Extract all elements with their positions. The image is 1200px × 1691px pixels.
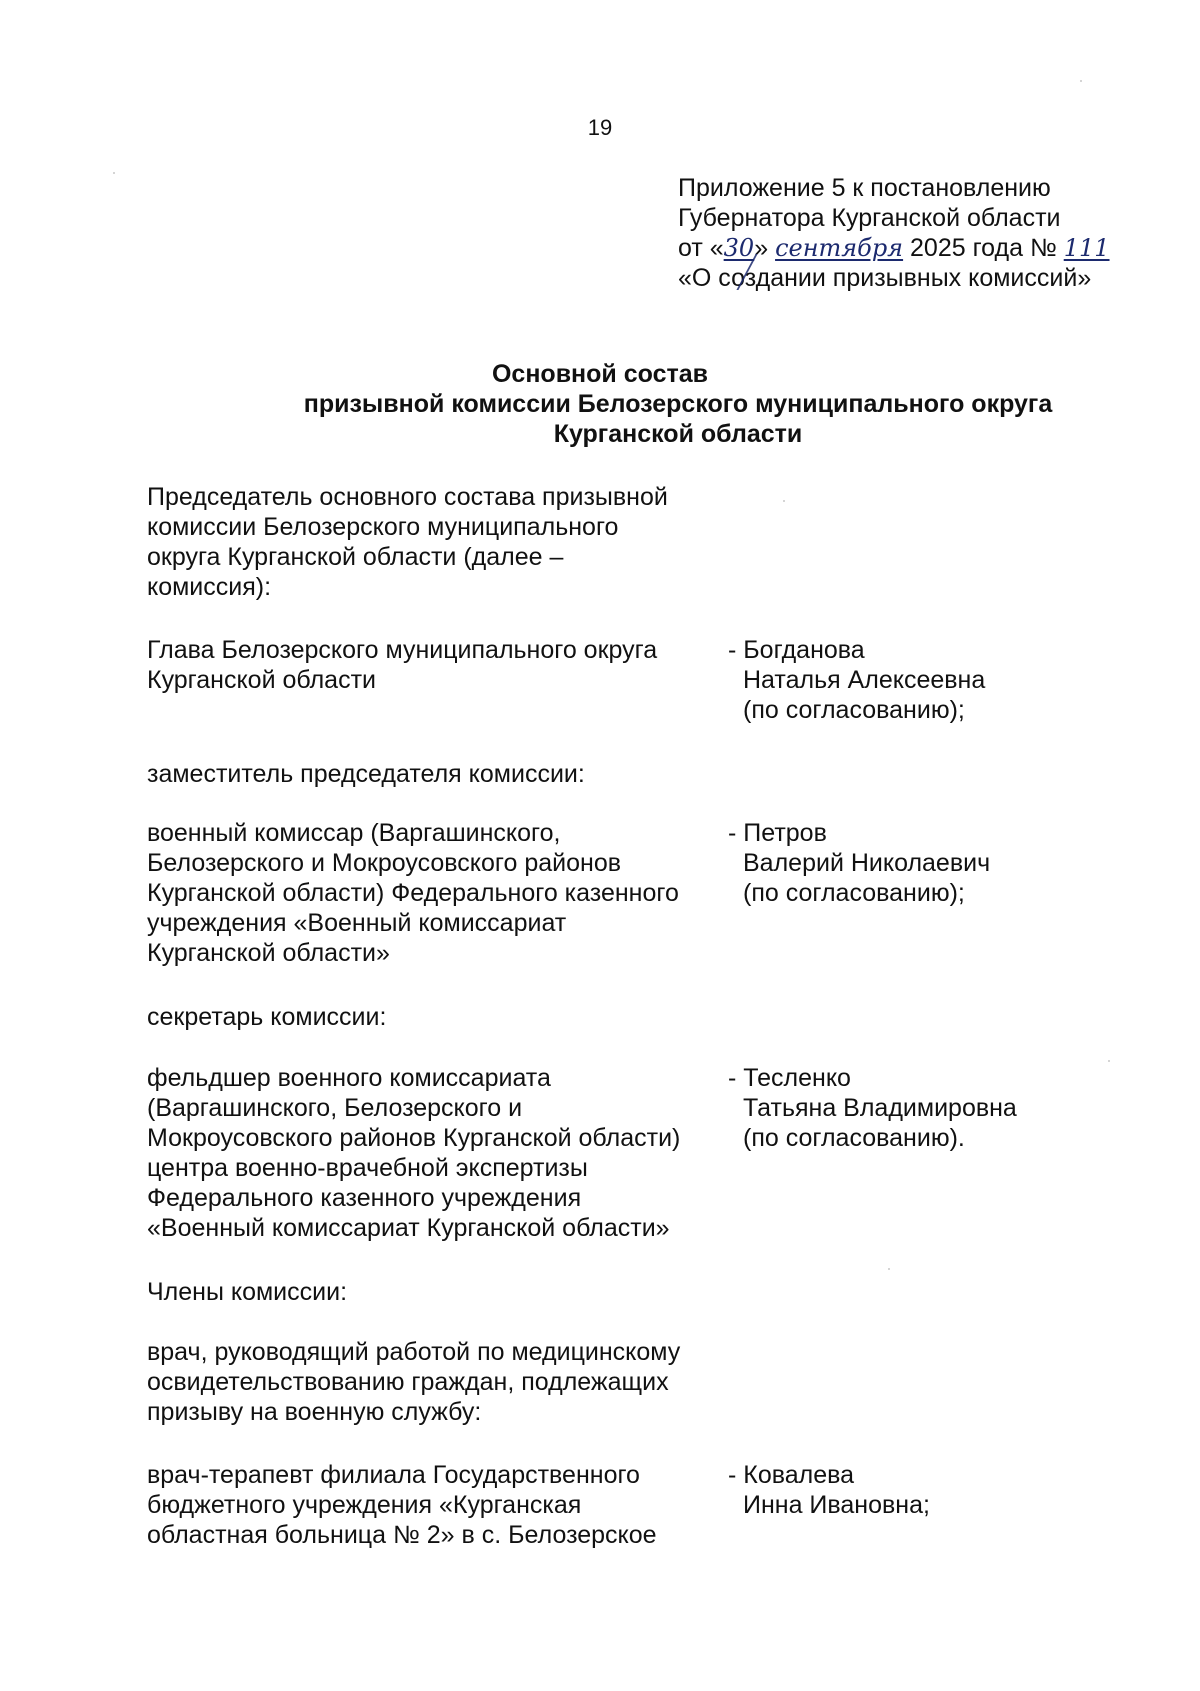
scan-speck <box>1108 1060 1110 1062</box>
text-line: Мокроусовского районов Курганской области) <box>147 1124 681 1152</box>
text-line: секретарь комиссии: <box>147 1003 387 1031</box>
handwritten-day: 30 <box>723 234 755 262</box>
text-line: Курганской области» <box>147 939 390 967</box>
page-number: 19 <box>587 115 613 140</box>
date-mid: » <box>754 234 776 262</box>
chair-position <box>147 635 712 695</box>
title-line-2: призывной комиссии Белозерского муниципального округа <box>303 390 1053 418</box>
appendix-line-4: «О создании призывных комиссий» <box>678 264 1092 292</box>
person-name: Татьяна Владимировна <box>743 1094 1017 1122</box>
appendix-line-3 <box>678 233 1148 263</box>
chair-person <box>728 635 1128 725</box>
chair-heading <box>147 482 712 602</box>
doctor-position <box>147 1460 712 1550</box>
text-line: центра военно-врачебной экспертизы <box>147 1154 588 1182</box>
secretary-position <box>147 1063 712 1243</box>
text-line: комиссии Белозерского муниципального <box>147 513 619 541</box>
person-note: (по согласованию). <box>743 1124 965 1152</box>
text-line: врач-терапевт филиала Государственного <box>147 1461 640 1489</box>
text-line: Председатель основного состава призывной <box>147 483 668 511</box>
text-line: (Варгашинского, Белозерского и <box>147 1094 523 1122</box>
scan-speck <box>113 172 115 174</box>
text-line: «Военный комиссариат Курганской области» <box>147 1214 670 1242</box>
doctor-person <box>728 1460 1128 1520</box>
deputy-position <box>147 818 712 968</box>
text-line: врач, руководящий работой по медицинскому <box>147 1338 681 1366</box>
scan-speck <box>1080 80 1082 82</box>
person-name: Валерий Николаевич <box>743 849 991 877</box>
secretary-person <box>728 1063 1128 1153</box>
scan-speck <box>783 500 785 502</box>
appendix-line-2: Губернатора Курганской области <box>678 204 1061 232</box>
text-line: освидетельствованию граждан, подлежащих <box>147 1368 669 1396</box>
person-note: (по согласованию); <box>743 879 965 907</box>
deputy-person <box>728 818 1128 908</box>
appendix-line-1: Приложение 5 к постановлению <box>678 174 1051 202</box>
scan-speck <box>888 1268 890 1270</box>
text-line: Федерального казенного учреждения <box>147 1184 582 1212</box>
date-prefix: от « <box>678 234 724 262</box>
document-title <box>0 359 1200 449</box>
title-line-1: Основной состав <box>491 360 709 388</box>
handwritten-number: 111 <box>1063 234 1110 262</box>
text-line: Белозерского и Мокроусовского районов <box>147 849 621 877</box>
title-line-3: Курганской области <box>553 420 803 448</box>
text-line: призыву на военную службу: <box>147 1398 482 1426</box>
text-line: Курганской области) Федерального казенного <box>147 879 679 907</box>
person-note: (по согласованию); <box>743 696 965 724</box>
members-heading <box>147 1277 712 1307</box>
handwritten-month: сентября <box>775 234 904 262</box>
text-line: округа Курганской области (далее – <box>147 543 564 571</box>
text-line: Глава Белозерского муниципального округа <box>147 636 658 664</box>
text-line: заместитель председателя комиссии: <box>147 760 585 788</box>
person-name: - Петров <box>728 819 827 847</box>
text-line: областная больница № 2» в с. Белозерское <box>147 1521 657 1549</box>
text-line: учреждения «Военный комиссариат <box>147 909 567 937</box>
text-line: Члены комиссии: <box>147 1278 348 1306</box>
secretary-heading <box>147 1002 712 1032</box>
text-line: фельдшер военного комиссариата <box>147 1064 551 1092</box>
person-name: - Ковалева <box>728 1461 855 1489</box>
text-line: военный комиссар (Варгашинского, <box>147 819 561 847</box>
date-year: 2025 года № <box>903 234 1064 262</box>
doctor-heading <box>147 1337 712 1427</box>
text-line: Курганской области <box>147 666 377 694</box>
deputy-heading <box>147 759 712 789</box>
person-name: Наталья Алексеевна <box>743 666 986 694</box>
text-line: бюджетного учреждения «Курганская <box>147 1491 582 1519</box>
person-name: - Тесленко <box>728 1064 851 1092</box>
person-name: - Богданова <box>728 636 865 664</box>
text-line: комиссия): <box>147 573 272 601</box>
person-name: Инна Ивановна; <box>743 1491 930 1519</box>
